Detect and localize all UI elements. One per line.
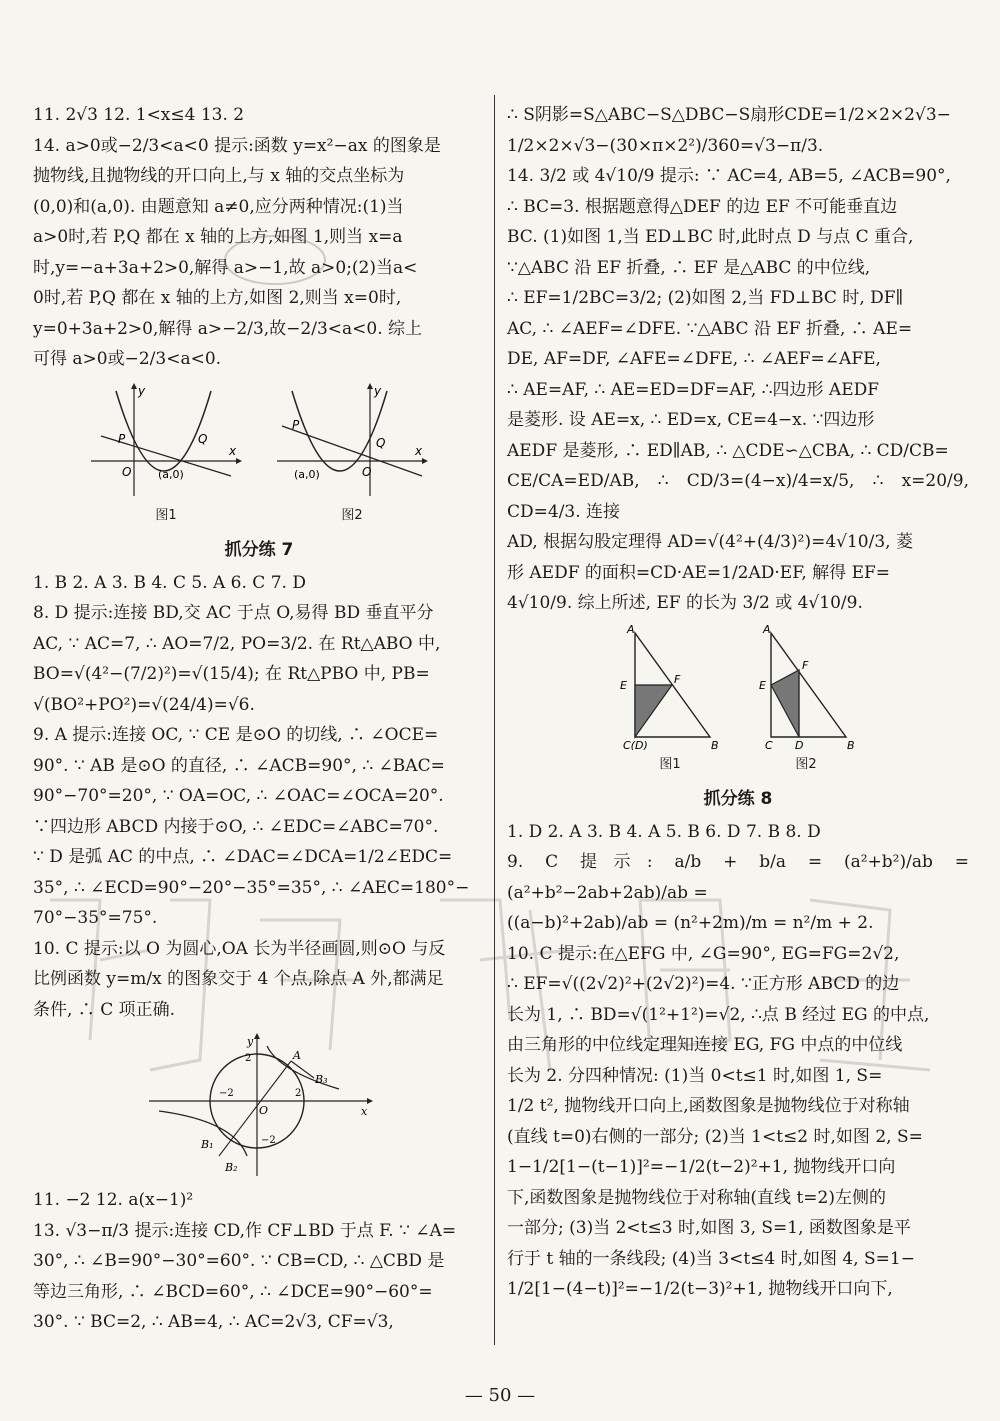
figure-caption: 图2 — [795, 756, 817, 772]
figure-1 — [86, 381, 246, 532]
text-line: 13. √3−π/3 提示:连接 CD,作 CF⊥BD 于点 F. ∵ ∠A= — [33, 1220, 457, 1241]
point-a-label: A — [293, 1049, 301, 1062]
text-line: 下,函数图象是抛物线位于对称轴(直线 t=2)左侧的 — [507, 1187, 886, 1208]
text-line: (直线 t=0)右侧的一部分; (2)当 1<t≤2 时,如图 2, S= — [507, 1126, 923, 1147]
text-line: 是菱形. 设 AE=x, ∴ ED=x, CE=4−x. ∵四边形 — [507, 410, 875, 430]
figure-2 — [751, 625, 861, 781]
text-line: 4√10/9. 综上所述, EF 的长为 3/2 或 4√10/9. — [507, 593, 863, 613]
origin-label: O — [362, 464, 372, 479]
text-line: DE, AF=DF, ∠AFE=∠DFE, ∴ ∠AEF=∠AFE, — [507, 349, 881, 369]
text-line: 长为 1, ∴ BD=√(1²+1²)=√2, ∴点 B 经过 EG 的中点, — [507, 1004, 930, 1025]
figure-caption: 图1 — [155, 507, 177, 523]
text-line: 条件, ∴ C 项正确. — [33, 999, 176, 1020]
text-line: 35°, ∴ ∠ECD=90°−20°−35°=35°, ∴ ∠AEC=180°− — [33, 877, 470, 898]
point-b-label: B — [847, 738, 855, 750]
text-line: 11. 2√3 12. 1<x≤4 13. 2 — [33, 105, 245, 125]
point-p-label: P — [292, 417, 300, 432]
page-number: — 50 — — [464, 1385, 536, 1406]
text-line: 1/2 t², 抛物线开口向上,函数图象是抛物线位于对称轴 — [507, 1096, 910, 1116]
text-line: 由三角形的中位线定理知连接 EG, FG 中点的中位线 — [507, 1035, 903, 1055]
point-e-label: E — [759, 678, 766, 692]
text-line: 长为 2. 分四种情况: (1)当 0<t≤1 时,如图 1, S= — [507, 1065, 883, 1086]
figure-1 — [615, 625, 725, 781]
text-line: 8. D 提示:连接 BD,交 AC 于点 O,易得 BD 垂直平分 — [33, 603, 434, 623]
parabola-graph-2 — [272, 381, 432, 501]
tick-label: 2 — [245, 1053, 252, 1064]
point-c-label: C — [765, 738, 773, 750]
text-line: 9. A 提示:连接 OC, ∵ CE 是⊙O 的切线, ∴ ∠OCE= — [33, 725, 439, 745]
tick-label: −2 — [219, 1088, 234, 1099]
point-a0-label: (a,0) — [294, 467, 320, 481]
point-a-label: A — [763, 624, 771, 636]
text-line: 30°, ∴ ∠B=90°−30°=60°. ∵ CB=CD, ∴ △CBD 是 — [33, 1251, 445, 1271]
text-line: BO=√(4²−(7/2)²)=√(15/4); 在 Rt△PBO 中, PB= — [33, 664, 430, 684]
triangle-fold-1 — [615, 625, 725, 750]
text-line: ∴ BC=3. 根据题意得△DEF 的边 EF 不可能垂直边 — [507, 196, 898, 217]
text-line: √(BO²+PO²)=√(24/4)=√6. — [33, 694, 255, 715]
text-line: 10. C 提示:在△EFG 中, ∠G=90°, EG=FG=2√2, — [507, 943, 900, 964]
figure-caption: 图2 — [341, 507, 363, 523]
text-line: 70°−35°=75°. — [33, 908, 158, 928]
point-e-label: E — [620, 678, 627, 692]
right-column — [507, 100, 969, 1305]
text-line: CE/CA=ED/AB, ∴ CD/3=(4−x)/4=x/5, ∴ x=20/9, CD=4/3. 连接 — [507, 471, 969, 522]
text-line: 9. C 提示: a/b + b/a = (a²+b²)/ab = (a²+b²−2ab+2ab)/ab = — [507, 852, 969, 903]
left-column — [33, 100, 485, 1338]
triangle-figures — [507, 625, 969, 781]
parabola-graph-1 — [86, 381, 246, 501]
text-line: ∴ S阴影=S△ABC−S△DBC−S扇形CDE=1/2×2×2√3− — [507, 105, 951, 125]
axis-y-label: y — [247, 1035, 254, 1048]
point-cd-label: C(D) — [623, 738, 648, 750]
text-line: ((a−b)²+2ab)/ab = (n²+2m)/m = n²/m + 2. — [507, 913, 874, 933]
text-line: 14. a>0或−2/3<a<0 提示:函数 y=x²−ax 的图象是 — [33, 135, 441, 156]
text-line: AC, ∵ AC=7, ∴ AO=7/2, PO=3/2. 在 Rt△ABO 中, — [33, 633, 441, 654]
text-line: ∴ EF=√((2√2)²+(2√2)²)=4. ∵正方形 ABCD 的边 — [507, 974, 900, 994]
text-line: y=0+3a+2>0,解得 a>−2/3,故−2/3<a<0. 综上 — [33, 318, 423, 339]
text-line: 30°. ∵ BC=2, ∴ AB=4, ∴ AC=2√3, CF=√3, — [33, 1312, 394, 1332]
text-line: 1. D 2. A 3. B 4. A 5. B 6. D 7. B 8. D — [507, 821, 821, 842]
point-d-label: D — [795, 738, 804, 750]
triangle-fold-2 — [751, 625, 861, 750]
text-line: 行于 t 轴的一条线段; (4)当 3<t≤4 时,如图 4, S=1− — [507, 1248, 915, 1269]
text-line: ∵△ABC 沿 EF 折叠, ∴ EF 是△ABC 的中位线, — [507, 257, 871, 278]
point-f-label: F — [802, 658, 809, 672]
text-line: ∴ AE=AF, ∴ AE=ED=DF=AF, ∴四边形 AEDF — [507, 379, 880, 400]
point-b3-label: B₃ — [315, 1073, 328, 1086]
text-line: BC. (1)如图 1,当 ED⊥BC 时,此时点 D 与点 C 重合, — [507, 227, 914, 247]
tick-label: −2 — [261, 1135, 276, 1146]
point-b2-label: B₂ — [225, 1161, 238, 1174]
text-line: 1−1/2[1−(t−1)]²=−1/2(t−2)²+1, 抛物线开口向 — [507, 1157, 896, 1177]
tick-label: 2 — [295, 1088, 302, 1099]
axis-x-label: x — [229, 443, 237, 458]
text-line: AD, 根据勾股定理得 AD=√(4²+(4/3)²)=4√10/3, 菱 — [507, 532, 913, 552]
text-line: 1/2×2×√3−(30×π×2²)/360=√3−π/3. — [507, 135, 824, 156]
point-q-label: Q — [376, 435, 386, 450]
point-b-label: B — [711, 738, 719, 750]
point-b1-label: B₁ — [201, 1138, 214, 1151]
column-divider — [494, 95, 495, 1345]
section-title-7: 抓分练 7 — [224, 540, 294, 560]
text-line: AC, ∴ ∠AEF=∠DFE. ∵△ABC 沿 EF 折叠, ∴ AE= — [507, 318, 913, 339]
text-line: (0,0)和(a,0). 由题意知 a≠0,应分两种情况:(1)当 — [33, 196, 404, 217]
figure-caption: 图1 — [659, 756, 681, 772]
text-line: 1/2[1−(4−t)]²=−1/2(t−3)²+1, 抛物线开口向下, — [507, 1279, 893, 1299]
text-line: ∵ D 是弧 AC 的中点, ∴ ∠DAC=∠DCA=1/2∠EDC= — [33, 847, 453, 867]
text-line: 0时,若 P,Q 都在 x 轴的上方,如图 2,则当 x=0时, — [33, 288, 402, 308]
origin-label: O — [122, 464, 132, 479]
text-line: 14. 3/2 或 4√10/9 提示: ∵ AC=4, AB=5, ∠ACB=90°, — [507, 166, 951, 186]
origin-label: O — [259, 1104, 269, 1117]
text-line: 形 AEDF 的面积=CD·AE=1/2AD·EF, 解得 EF= — [507, 562, 891, 583]
text-line: a>0时,若 P,Q 都在 x 轴的上方,如图 1,则当 x=a — [33, 227, 403, 247]
point-f-label: F — [674, 672, 681, 686]
text-line: 抛物线,且抛物线的开口向上,与 x 轴的交点坐标为 — [33, 166, 405, 186]
axis-x-label: x — [361, 1105, 368, 1118]
text-line: 1. B 2. A 3. B 4. C 5. A 6. C 7. D — [33, 572, 306, 593]
axis-y-label: y — [374, 383, 382, 398]
text-line: 比例函数 y=m/x 的图象交于 4 个点,除点 A 外,都满足 — [33, 969, 444, 989]
text-line: ∴ EF=1/2BC=3/2; (2)如图 2,当 FD⊥BC 时, DF∥ — [507, 288, 904, 308]
axis-y-label: y — [138, 383, 146, 398]
axis-x-label: x — [415, 443, 423, 458]
text-line: 90°−70°=20°, ∵ OA=OC, ∴ ∠OAC=∠OCA=20°. — [33, 786, 444, 806]
point-a0-label: (a,0) — [158, 467, 184, 481]
section-title-8: 抓分练 8 — [703, 789, 773, 809]
circle-hyperbola-graph — [139, 1031, 379, 1181]
figure-2 — [272, 381, 432, 532]
text-line: 10. C 提示:以 O 为圆心,OA 长为半径画圆,则⊙O 与反 — [33, 938, 446, 959]
text-line: 11. −2 12. a(x−1)² — [33, 1190, 194, 1210]
point-a-label: A — [627, 624, 635, 636]
parabola-figures — [33, 381, 485, 532]
point-q-label: Q — [198, 431, 208, 446]
text-line: ∵四边形 ABCD 内接于⊙O, ∴ ∠EDC=∠ABC=70°. — [33, 816, 439, 837]
text-line: 一部分; (3)当 2<t≤3 时,如图 3, S=1, 函数图象是平 — [507, 1218, 911, 1238]
text-line: AEDF 是菱形, ∴ ED∥AB, ∴ △CDE∽△CBA, ∴ CD/CB= — [507, 440, 949, 461]
circle-figure — [33, 1031, 485, 1181]
text-line: 可得 a>0或−2/3<a<0. — [33, 349, 222, 369]
text-line: 等边三角形, ∴ ∠BCD=60°, ∴ ∠DCE=90°−60°= — [33, 1281, 433, 1302]
point-p-label: P — [118, 431, 126, 446]
text-line: 90°. ∵ AB 是⊙O 的直径, ∴ ∠ACB=90°, ∴ ∠BAC= — [33, 755, 445, 776]
text-line: 时,y=−a+3a+2>0,解得 a>−1,故 a>0;(2)当a< — [33, 257, 418, 278]
